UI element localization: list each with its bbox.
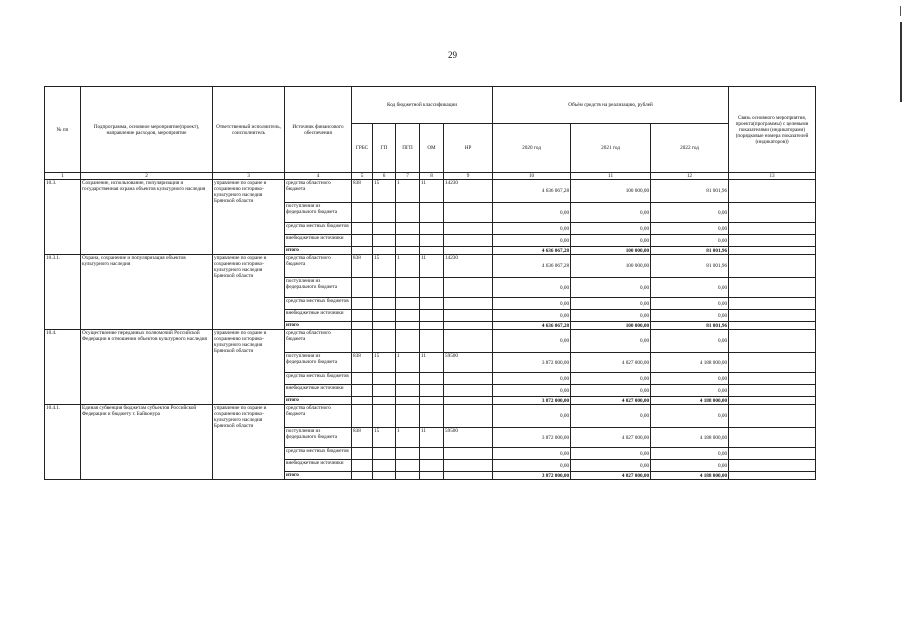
code-pgp xyxy=(396,448,420,460)
code-gp xyxy=(373,223,396,235)
code-gp xyxy=(373,310,396,322)
code-grbs xyxy=(352,460,373,472)
code-om xyxy=(420,397,444,405)
value-2022: 81 001,96 xyxy=(651,255,729,278)
indicator-link xyxy=(729,322,816,330)
code-gp xyxy=(373,278,396,298)
code-grbs xyxy=(352,397,373,405)
header-name: Подпрограмма, основное мероприятие(проект), направление расходов, мероприятие xyxy=(81,87,213,173)
value-2021: 0,00 xyxy=(571,448,651,460)
code-np: 14230 xyxy=(444,180,493,203)
value-2022: 4 188 000,00 xyxy=(651,428,729,448)
code-np xyxy=(444,298,493,310)
indicator-link xyxy=(729,460,816,472)
code-pgp xyxy=(396,247,420,255)
code-np xyxy=(444,330,493,353)
value-2021: 0,00 xyxy=(571,373,651,385)
budget-table xyxy=(44,86,816,480)
code-np xyxy=(444,472,493,480)
code-pgp xyxy=(396,203,420,223)
column-number: 4 xyxy=(285,173,352,180)
value-2020: 0,00 xyxy=(493,298,571,310)
code-om xyxy=(420,278,444,298)
item-number: 10.4. xyxy=(45,330,81,405)
value-2021: 0,00 xyxy=(571,310,651,322)
column-number: 9 xyxy=(444,173,493,180)
code-np xyxy=(444,235,493,247)
code-gp xyxy=(373,460,396,472)
header-np: НР xyxy=(444,124,493,173)
column-number: 8 xyxy=(420,173,444,180)
value-2022: 0,00 xyxy=(651,405,729,428)
code-np: 59500 xyxy=(444,428,493,448)
header-pgp: ПГП xyxy=(396,124,420,173)
item-name: Сохранение, использование, популяризация и государственная охрана объектов культурного наследия xyxy=(81,180,213,255)
value-2021: 0,00 xyxy=(571,385,651,397)
value-2020: 0,00 xyxy=(493,310,571,322)
value-2021: 0,00 xyxy=(571,298,651,310)
value-2022: 0,00 xyxy=(651,330,729,353)
funding-source: поступления из федерального бюджета xyxy=(285,203,352,223)
funding-source: средства местных бюджетов xyxy=(285,298,352,310)
header-source: Источник финансового обеспечения xyxy=(285,87,352,173)
funding-source: внебюджетные источники xyxy=(285,385,352,397)
item-responsible: управление по охране и сохранению историко-культурного наследия Брянской области xyxy=(213,405,285,480)
code-pgp xyxy=(396,385,420,397)
indicator-link xyxy=(729,310,816,322)
indicator-link xyxy=(729,255,816,278)
code-gp xyxy=(373,397,396,405)
column-number: 6 xyxy=(373,173,396,180)
column-number: 7 xyxy=(396,173,420,180)
code-om xyxy=(420,448,444,460)
value-2022: 4 188 000,00 xyxy=(651,353,729,373)
code-om xyxy=(420,203,444,223)
indicator-link xyxy=(729,385,816,397)
funding-source: средства областного бюджета xyxy=(285,180,352,203)
code-np xyxy=(444,460,493,472)
code-pgp: 1 xyxy=(396,428,420,448)
header-om: ОМ xyxy=(420,124,444,173)
code-pgp xyxy=(396,310,420,322)
code-om xyxy=(420,298,444,310)
column-number: 13 xyxy=(729,173,816,180)
code-np xyxy=(444,448,493,460)
item-number: 10.4.1. xyxy=(45,405,81,480)
table-row xyxy=(45,405,816,428)
total-2020: 3 872 000,00 xyxy=(493,472,571,480)
code-grbs xyxy=(352,330,373,353)
code-om xyxy=(420,405,444,428)
value-2021: 4 027 000,00 xyxy=(571,428,651,448)
value-2021: 0,00 xyxy=(571,330,651,353)
code-gp: 15 xyxy=(373,428,396,448)
code-gp: 15 xyxy=(373,255,396,278)
code-grbs xyxy=(352,278,373,298)
code-om xyxy=(420,247,444,255)
code-gp: 15 xyxy=(373,180,396,203)
code-gp xyxy=(373,373,396,385)
total-2021: 100 000,00 xyxy=(571,322,651,330)
column-number: 3 xyxy=(213,173,285,180)
item-name: Осуществление переданных полномочий Российской Федерации в отношении объектов культурного наследия xyxy=(81,330,213,405)
indicator-link xyxy=(729,223,816,235)
indicator-link xyxy=(729,448,816,460)
item-number: 10.3.1. xyxy=(45,255,81,330)
table-row xyxy=(45,330,816,353)
value-2022: 0,00 xyxy=(651,203,729,223)
code-pgp xyxy=(396,278,420,298)
code-pgp: 1 xyxy=(396,180,420,203)
scan-edge-line xyxy=(900,22,902,102)
value-2020: 4 636 067,28 xyxy=(493,255,571,278)
funding-source: поступления из федерального бюджета xyxy=(285,428,352,448)
code-om: 11 xyxy=(420,428,444,448)
code-grbs: 838 xyxy=(352,428,373,448)
indicator-link xyxy=(729,180,816,203)
code-pgp: 1 xyxy=(396,353,420,373)
code-om xyxy=(420,310,444,322)
value-2021: 100 000,00 xyxy=(571,180,651,203)
indicator-link xyxy=(729,472,816,480)
header-link: Связь основного мероприятия, проекта(программы) с целевыми показателями (индикаторами) (порядковые номера показателей (индикаторов)) xyxy=(729,87,816,173)
value-2020: 3 872 000,00 xyxy=(493,353,571,373)
item-responsible: управление по охране и сохранению историко-культурного наследия Брянской области xyxy=(213,255,285,330)
total-2022: 4 188 000,00 xyxy=(651,472,729,480)
code-gp xyxy=(373,203,396,223)
code-om: 11 xyxy=(420,353,444,373)
value-2022: 0,00 xyxy=(651,223,729,235)
scan-edge-mark xyxy=(900,6,901,16)
code-grbs xyxy=(352,405,373,428)
value-2020: 0,00 xyxy=(493,235,571,247)
code-np xyxy=(444,203,493,223)
funding-source: средства местных бюджетов xyxy=(285,373,352,385)
item-number: 10.3. xyxy=(45,180,81,255)
table-row xyxy=(45,180,816,203)
value-2020: 3 872 000,00 xyxy=(493,428,571,448)
value-2022: 0,00 xyxy=(651,373,729,385)
indicator-link xyxy=(729,428,816,448)
page-number: 29 xyxy=(448,50,457,60)
total-2020: 4 636 067,28 xyxy=(493,247,571,255)
column-number: 12 xyxy=(651,173,729,180)
table-body xyxy=(45,180,816,480)
header-2022: 2022 год xyxy=(651,124,729,173)
code-grbs xyxy=(352,373,373,385)
value-2022: 0,00 xyxy=(651,298,729,310)
code-pgp: 1 xyxy=(396,255,420,278)
header-gp: ГП xyxy=(373,124,396,173)
value-2021: 0,00 xyxy=(571,460,651,472)
total-2022: 81 001,96 xyxy=(651,247,729,255)
code-om xyxy=(420,385,444,397)
code-gp xyxy=(373,247,396,255)
header-2021: 2021 год xyxy=(571,124,651,173)
total-2022: 4 188 000,00 xyxy=(651,397,729,405)
code-gp xyxy=(373,448,396,460)
code-om xyxy=(420,223,444,235)
code-grbs xyxy=(352,203,373,223)
code-om xyxy=(420,235,444,247)
total-2021: 100 000,00 xyxy=(571,247,651,255)
value-2022: 0,00 xyxy=(651,235,729,247)
indicator-link xyxy=(729,397,816,405)
value-2021: 100 000,00 xyxy=(571,255,651,278)
code-gp xyxy=(373,298,396,310)
code-np xyxy=(444,397,493,405)
code-grbs: 838 xyxy=(352,353,373,373)
total-2021: 4 027 000,00 xyxy=(571,397,651,405)
header-volume: Объём средств на реализацию, рублей xyxy=(493,87,729,124)
column-number-row xyxy=(45,173,816,180)
code-gp xyxy=(373,405,396,428)
code-grbs xyxy=(352,472,373,480)
code-grbs: 838 xyxy=(352,180,373,203)
code-pgp xyxy=(396,223,420,235)
code-grbs xyxy=(352,247,373,255)
code-np: 59500 xyxy=(444,353,493,373)
indicator-link xyxy=(729,247,816,255)
indicator-link xyxy=(729,235,816,247)
funding-source: внебюджетные источники xyxy=(285,310,352,322)
code-gp: 15 xyxy=(373,353,396,373)
indicator-link xyxy=(729,203,816,223)
value-2022: 0,00 xyxy=(651,385,729,397)
item-responsible: управление по охране и сохранению историко-культурного наследия Брянской области xyxy=(213,180,285,255)
value-2020: 4 636 067,28 xyxy=(493,180,571,203)
total-label: итого xyxy=(285,472,352,480)
code-pgp xyxy=(396,373,420,385)
value-2021: 0,00 xyxy=(571,203,651,223)
code-gp xyxy=(373,322,396,330)
code-grbs xyxy=(352,223,373,235)
code-grbs xyxy=(352,448,373,460)
funding-source: средства областного бюджета xyxy=(285,405,352,428)
indicator-link xyxy=(729,298,816,310)
funding-source: средства местных бюджетов xyxy=(285,448,352,460)
funding-source: внебюджетные источники xyxy=(285,235,352,247)
code-pgp xyxy=(396,460,420,472)
value-2020: 0,00 xyxy=(493,448,571,460)
code-gp xyxy=(373,330,396,353)
item-name: Единая субвенция бюджетам субъектов Российской Федерации и бюджету г. Байконура xyxy=(81,405,213,480)
value-2020: 0,00 xyxy=(493,460,571,472)
code-om xyxy=(420,472,444,480)
code-om: 11 xyxy=(420,255,444,278)
code-pgp xyxy=(396,472,420,480)
value-2020: 0,00 xyxy=(493,203,571,223)
code-np xyxy=(444,223,493,235)
header-2020: 2020 год xyxy=(493,124,571,173)
funding-source: средства областного бюджета xyxy=(285,330,352,353)
code-pgp xyxy=(396,397,420,405)
table-row xyxy=(45,255,816,278)
indicator-link xyxy=(729,330,816,353)
column-number: 1 xyxy=(45,173,81,180)
code-pgp xyxy=(396,235,420,247)
code-grbs xyxy=(352,310,373,322)
item-responsible: управление по охране и сохранению историко-культурного наследия Брянской области xyxy=(213,330,285,405)
code-pgp xyxy=(396,405,420,428)
column-number: 10 xyxy=(493,173,571,180)
header-no: № пп xyxy=(45,87,81,173)
code-pgp xyxy=(396,298,420,310)
code-gp xyxy=(373,235,396,247)
total-2020: 4 636 067,28 xyxy=(493,322,571,330)
column-number: 5 xyxy=(352,173,373,180)
value-2022: 81 001,96 xyxy=(651,180,729,203)
code-np xyxy=(444,405,493,428)
value-2021: 0,00 xyxy=(571,235,651,247)
code-np xyxy=(444,247,493,255)
total-label: итого xyxy=(285,247,352,255)
column-number: 2 xyxy=(81,173,213,180)
code-np xyxy=(444,322,493,330)
total-2020: 3 872 000,00 xyxy=(493,397,571,405)
column-number: 11 xyxy=(571,173,651,180)
code-om xyxy=(420,322,444,330)
indicator-link xyxy=(729,353,816,373)
code-om: 11 xyxy=(420,180,444,203)
header-responsible: Ответственный исполнитель, соисполнитель xyxy=(213,87,285,173)
code-grbs: 838 xyxy=(352,255,373,278)
value-2022: 0,00 xyxy=(651,448,729,460)
indicator-link xyxy=(729,373,816,385)
header-kbk: Код бюджетной классификации xyxy=(352,87,493,124)
value-2022: 0,00 xyxy=(651,310,729,322)
funding-source: средства местных бюджетов xyxy=(285,223,352,235)
item-name: Охрана, сохранение и популяризация объектов культурного наследия xyxy=(81,255,213,330)
code-om xyxy=(420,330,444,353)
code-om xyxy=(420,373,444,385)
value-2020: 0,00 xyxy=(493,373,571,385)
code-grbs xyxy=(352,235,373,247)
value-2021: 0,00 xyxy=(571,405,651,428)
funding-source: средства областного бюджета xyxy=(285,255,352,278)
indicator-link xyxy=(729,405,816,428)
code-gp xyxy=(373,472,396,480)
value-2022: 0,00 xyxy=(651,460,729,472)
funding-source: поступления из федерального бюджета xyxy=(285,353,352,373)
value-2021: 0,00 xyxy=(571,278,651,298)
code-np xyxy=(444,278,493,298)
code-pgp xyxy=(396,330,420,353)
code-np xyxy=(444,385,493,397)
code-grbs xyxy=(352,322,373,330)
total-label: итого xyxy=(285,322,352,330)
value-2020: 0,00 xyxy=(493,385,571,397)
code-pgp xyxy=(396,322,420,330)
code-np xyxy=(444,373,493,385)
header-grbs: ГРБС xyxy=(352,124,373,173)
value-2021: 0,00 xyxy=(571,223,651,235)
value-2022: 0,00 xyxy=(651,278,729,298)
code-np xyxy=(444,310,493,322)
total-2022: 81 001,96 xyxy=(651,322,729,330)
funding-source: внебюджетные источники xyxy=(285,460,352,472)
value-2021: 4 027 000,00 xyxy=(571,353,651,373)
funding-source: поступления из федерального бюджета xyxy=(285,278,352,298)
value-2020: 0,00 xyxy=(493,223,571,235)
code-om xyxy=(420,460,444,472)
indicator-link xyxy=(729,278,816,298)
value-2020: 0,00 xyxy=(493,330,571,353)
value-2020: 0,00 xyxy=(493,405,571,428)
total-label: итого xyxy=(285,397,352,405)
code-grbs xyxy=(352,385,373,397)
code-gp xyxy=(373,385,396,397)
value-2020: 0,00 xyxy=(493,278,571,298)
code-grbs xyxy=(352,298,373,310)
total-2021: 4 027 000,00 xyxy=(571,472,651,480)
code-np: 14230 xyxy=(444,255,493,278)
